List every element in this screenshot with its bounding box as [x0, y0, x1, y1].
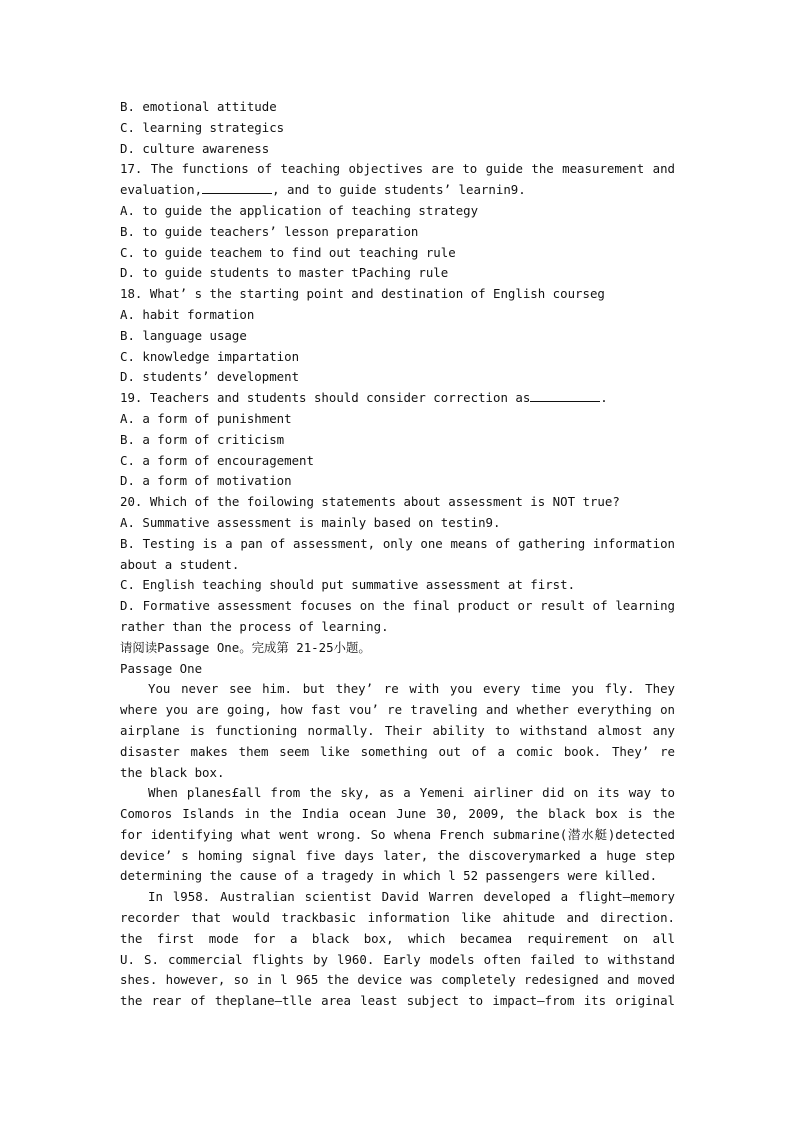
text-line: the black box. [120, 764, 225, 780]
answer-blank [530, 389, 600, 402]
text-line: B. Testing is a pan of assessment, only one means of gathering information [120, 535, 675, 551]
text-line: rather than the process of learning. [120, 618, 389, 634]
text-line: 请阅读Passage One。完成第 21-25小题。 [120, 639, 371, 655]
text-line: 20. Which of the foilowing statements about assessment is NOT true? [120, 494, 620, 510]
text-line: C. English teaching should put summative assessment at first. [120, 577, 576, 593]
text-line: B. a form of criticism [120, 431, 285, 447]
text-line: A. habit formation [120, 306, 255, 322]
document-page [120, 97, 675, 1012]
text-line: C. learning strategics [120, 119, 285, 135]
text-line: D. to guide students to master tPaching rule [120, 265, 449, 281]
text-line: airplane is functioning normally. Their ability to withstand almost any [120, 722, 675, 738]
text-line: where you are going, how fast vou’ re traveling and whether everything on [120, 702, 675, 718]
text-line: In l958. Australian scientist David Warren developed a flight—memory [148, 889, 675, 905]
text-line: D. culture awareness [120, 140, 270, 156]
text-line: 18. What’ s the starting point and destination of English courseg [120, 286, 605, 302]
text-segment: . [600, 390, 608, 406]
text-line: Passage One [120, 660, 203, 676]
text-line: B. emotional attitude [120, 99, 277, 114]
text-line: device’ s homing signal five days later, the discoverymarked a huge step [120, 847, 675, 863]
text-line [120, 388, 675, 409]
text-line: A. to guide the application of teaching strategy [120, 202, 479, 218]
text-line: A. Summative assessment is mainly based on testin9. [120, 514, 501, 530]
text-line: the rear of theplane—tlle area least subject to impact—from its original [120, 993, 675, 1009]
text-line: C. a form of encouragement [120, 452, 314, 468]
text-line: D. students’ development [120, 369, 300, 385]
text-line: When planes£all from the sky, as a Yemeni airliner did on its way to [148, 785, 675, 801]
text-line: the first mode for a black box, which becamea requirement on all [120, 930, 675, 946]
text-line: C. knowledge impartation [120, 348, 300, 364]
text-line [120, 180, 675, 201]
text-segment: evaluation, [120, 182, 203, 198]
text-line: You never see him. but they’ re with you every time you fly. They [148, 681, 675, 697]
text-line: determining the cause of a tragedy in which l 52 passengers were killed. [120, 868, 658, 884]
text-line: 17. The functions of teaching objectives are to guide the measurement and [120, 161, 675, 177]
text-line: recorder that would trackbasic information like ahitude and direction. [120, 910, 675, 926]
text-line: D. Formative assessment focuses on the final product or result of learning [120, 598, 675, 614]
text-line: B. to guide teachers’ lesson preparation [120, 223, 419, 239]
text-line: C. to guide teachem to find out teaching rule [120, 244, 456, 260]
text-line: for identifying what went wrong. So whena French submarine(潜水艇)detected [120, 826, 675, 842]
text-line: A. a form of punishment [120, 410, 292, 426]
text-line: D. a form of motivation [120, 473, 292, 489]
text-line: B. language usage [120, 327, 247, 343]
text-line: Comoros Islands in the India ocean June 30, 2009, the black box is the [120, 806, 675, 822]
text-line: about a student. [120, 556, 240, 572]
text-line: disaster makes them seem like something out of a comic book. They’ re [120, 743, 675, 759]
text-line: shes. however, so in l 965 the device was completely redesigned and moved [120, 972, 675, 988]
text-segment: 19. Teachers and students should consider correction as [120, 390, 531, 406]
answer-blank [202, 181, 272, 194]
text-segment: , and to guide students’ learnin9. [272, 182, 526, 198]
text-line: U. S. commercial flights by l960. Early models often failed to withstand [120, 951, 675, 967]
